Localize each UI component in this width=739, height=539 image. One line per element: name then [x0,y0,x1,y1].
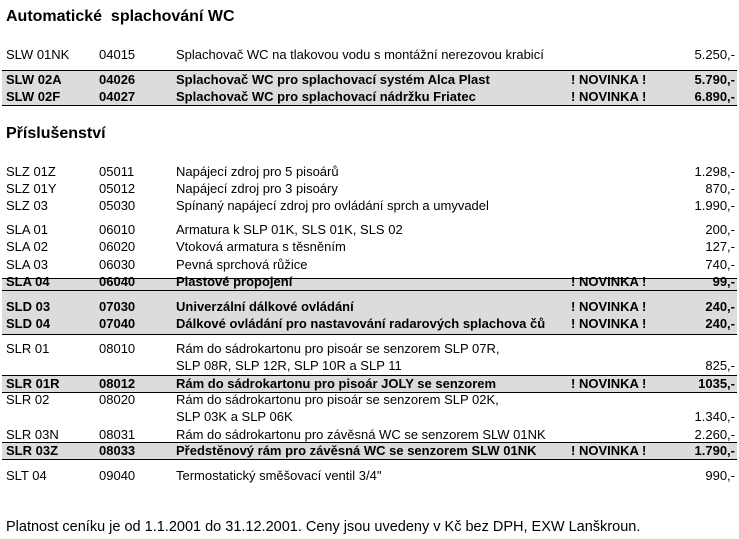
product-price: 1.790,- [694,443,735,458]
product-number: 06040 [99,274,136,289]
price-row [0,426,739,443]
product-description: Splachovač WC pro splachovací nádržku Friatec [176,89,476,104]
product-price: 870,- [705,181,735,196]
product-price: 6.890,- [694,89,735,104]
product-code: SLA 03 [6,257,48,272]
product-note: ! NOVINKA ! [571,376,647,391]
product-price: 240,- [705,316,735,331]
product-note: ! NOVINKA ! [571,72,647,87]
product-number: 08010 [99,341,136,356]
product-number: 08031 [99,427,136,442]
price-row [0,357,739,374]
price-row [0,408,739,425]
product-number: 05012 [99,181,136,196]
product-note: ! NOVINKA ! [571,443,647,458]
product-description: Plastové propojení [176,274,293,289]
product-number: 08033 [99,443,136,458]
product-description: Pevná sprchová růžice [176,257,308,272]
product-price: 1.340,- [694,409,735,424]
product-note: ! NOVINKA ! [571,89,647,104]
price-row [0,163,739,180]
product-code: SLR 02 [6,392,50,407]
product-price: 240,- [705,299,735,314]
price-row [0,180,739,197]
price-row [0,46,739,63]
price-row [0,375,739,392]
price-row [0,273,739,290]
product-description: Splachovač WC na tlakovou vodu s montážní nerezovou krabicí [176,47,544,62]
product-price: 1.990,- [694,198,735,213]
product-code: SLD 04 [6,316,51,331]
price-row [0,467,739,484]
price-row [0,71,739,88]
price-row [0,221,739,238]
product-code: SLA 02 [6,239,48,254]
product-description: SLP 08R, SLP 12R, SLP 10R a SLP 11 [176,358,402,373]
product-description: Vtoková armatura s těsněním [176,239,346,254]
product-description: Napájecí zdroj pro 3 pisoáry [176,181,338,196]
product-description: Rám do sádrokartonu pro pisoár se senzorem SLP 07R, [176,341,500,356]
product-price: 127,- [705,239,735,254]
section-heading-automatic-flush: Automatické splachování WC [6,8,235,25]
product-number: 07040 [99,316,136,331]
product-number: 08012 [99,376,136,391]
product-number: 04015 [99,47,136,62]
product-number: 08020 [99,392,136,407]
product-code: SLW 02F [6,89,61,104]
price-row [0,391,739,408]
price-row [0,298,739,315]
product-price: 740,- [705,257,735,272]
price-row [0,197,739,214]
product-description: Napájecí zdroj pro 5 pisoárů [176,164,339,179]
product-number: 06030 [99,257,136,272]
product-description: SLP 03K a SLP 06K [176,409,293,424]
product-number: 06010 [99,222,136,237]
product-code: SLR 01 [6,341,50,356]
price-row [0,88,739,105]
product-price: 1035,- [698,376,735,391]
product-description: Rám do sádrokartonu pro pisoár JOLY se senzorem [176,376,497,391]
product-code: SLA 01 [6,222,48,237]
product-number: 05011 [99,164,135,179]
product-note: ! NOVINKA ! [571,299,647,314]
product-description: Spínaný napájecí zdroj pro ovládání sprch a umyvadel [176,198,489,213]
product-code: SLR 03N [6,427,59,442]
product-price: 825,- [705,358,735,373]
product-number: 05030 [99,198,136,213]
product-description: Předstěnový rám pro závěsná WC se senzorem SLW 01NK [176,443,537,458]
product-description: Armatura k SLP 01K, SLS 01K, SLS 02 [176,222,403,237]
product-description: Univerzální dálkové ovládání [176,299,354,314]
section-heading-accessories: Příslušenství [6,125,106,142]
product-price: 2.260,- [694,427,735,442]
product-code: SLT 04 [6,468,47,483]
price-row [0,340,739,357]
product-description: Rám do sádrokartonu pro pisoár se senzorem SLP 02K, [176,392,499,407]
product-note: ! NOVINKA ! [571,316,647,331]
price-row [0,442,739,459]
product-code: SLZ 01Y [6,181,57,196]
product-code: SLW 01NK [6,47,70,62]
product-price: 99,- [712,274,735,289]
product-code: SLR 01R [6,376,60,391]
separator-line [2,290,737,291]
product-number: 04027 [99,89,136,104]
product-price: 5.790,- [694,72,735,87]
product-price: 200,- [705,222,735,237]
product-description: Rám do sádrokartonu pro závěsná WC se senzorem SLW 01NK [176,427,546,442]
product-description: Splachovač WC pro splachovací systém Alca Plast [176,72,490,87]
product-code: SLA 04 [6,274,50,289]
product-price: 1.298,- [694,164,735,179]
product-number: 09040 [99,468,136,483]
product-description: Termostatický směšovací ventil 3/4" [176,468,382,483]
product-code: SLZ 03 [6,198,48,213]
product-code: SLD 03 [6,299,51,314]
product-number: 04026 [99,72,136,87]
product-number: 06020 [99,239,136,254]
product-code: SLR 03Z [6,443,59,458]
product-price: 990,- [705,468,735,483]
validity-footer: Platnost ceníku je od 1.1.2001 do 31.12.2001. Ceny jsou uvedeny v Kč bez DPH, EXW Lanškroun. [6,519,641,535]
price-row [0,256,739,273]
price-row [0,238,739,255]
product-code: SLW 02A [6,72,62,87]
product-code: SLZ 01Z [6,164,56,179]
product-number: 07030 [99,299,136,314]
price-row [0,315,739,332]
product-price: 5.250,- [694,47,735,62]
product-note: ! NOVINKA ! [571,274,647,289]
product-description: Dálkové ovládání pro nastavování radarových splachova čů [176,316,546,331]
